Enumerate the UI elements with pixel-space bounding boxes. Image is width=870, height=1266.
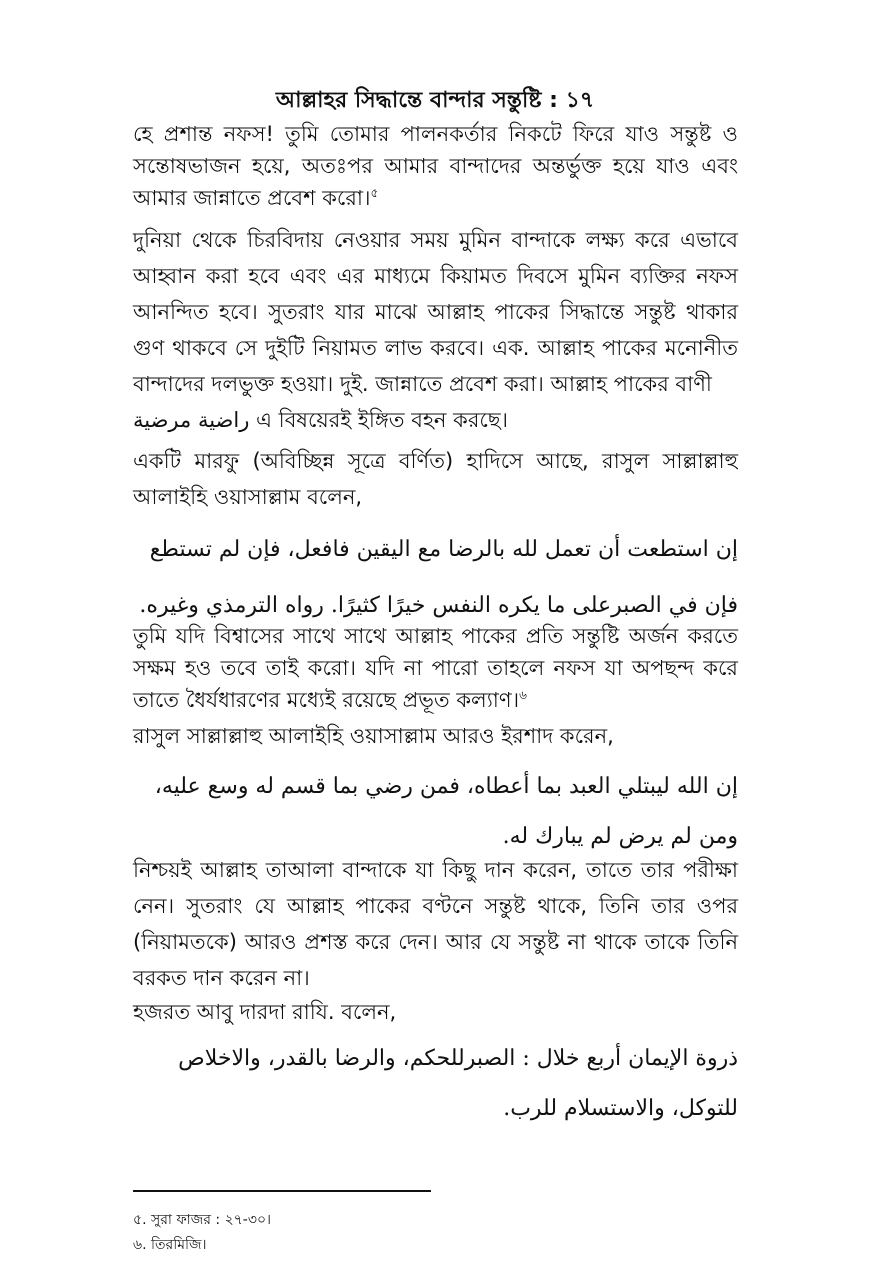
- footnote-separator: [133, 1190, 431, 1192]
- paragraph-quran-translation: [133, 118, 738, 214]
- paragraph-abu-darda-intro: হজরত আবু দারদা রাযি. বলেন,: [133, 1000, 397, 1024]
- arabic-saying: ذروة الإيمان أربع خلال : الصبرللحكم، والرضا بالقدر، والاخلاص للتوكل، والاستسلام للرب.: [178, 1046, 738, 1121]
- paragraph-hadith-intro: একটি মারফু (অবিচ্ছিন্ন সূত্রে বর্ণিত) হাদিসে আছে, রাসুল সাল্লাল্লাহু আলাইহি ওয়াসাল্লাম বলেন,: [133, 449, 738, 509]
- page-header: আল্লাহর সিদ্ধান্তে বান্দার সন্তুষ্টি : ১৭: [275, 88, 595, 113]
- paragraph-hadith2-translation: নিশ্চয়ই আল্লাহ তাআলা বান্দাকে যা কিছু দান করেন, তাতে তার পরীক্ষা নেন। সুতরাং যে আল্লাহ পাকের বণ্টনে সন্তুষ্ট থাকে, তিনি তার ওপর (নিয়ামতকে) আরও প্রশস্ত করে দেন। আর যে সন্তুষ্ট না থাকে তাকে তিনি বরকত দান করেন না।: [133, 858, 738, 990]
- paragraph-text: দুনিয়া থেকে চিরবিদায় নেওয়ার সময় মুমিন বান্দাকে লক্ষ্য করে এভাবে আহ্বান করা হবে এবং এর মাধ্যমে কিয়ামত দিবসে মুমিন ব্যক্তির নফস আনন্দিত হবে। সুতরাং যার মাঝে আল্লাহ পাকের সিদ্ধান্তে সন্তুষ্ট থাকার গুণ থাকবে সে দুইটি নিয়ামত লাভ করবে। এক. আল্লাহ পাকের মনোনীত বান্দাদের দলভুক্ত হওয়া। দুই. জান্নাতে প্রবেশ করা। আল্লাহ পাকের বাণী: [133, 228, 738, 396]
- footnote-5: ৫. সুরা ফাজর : ২৭-৩০।: [133, 1212, 272, 1228]
- arabic-hadith-1: إن استطعت أن تعمل لله بالرضا مع اليقين فافعل، فإن لم تستطع فإن في الصبرعلى ما يكره النفس خيرًا كثيرًا. رواه الترمذي وغيره.: [139, 537, 738, 618]
- footnote-ref-6[interactable]: ৬: [519, 688, 527, 702]
- paragraph-text: তুমি যদি বিশ্বাসের সাথে সাথে আল্লাহ পাকের প্রতি সন্তুষ্টি অর্জন করতে সক্ষম হও তবে তাই করো। যদি না পারো তাহলে নফস যা অপছন্দ করে তাতে ধৈর্যধারণের মধ্যেই রয়েছে প্রভূত কল্যাণ।: [133, 624, 738, 712]
- arabic-hadith-2: إن الله ليبتلي العبد بما أعطاه، فمن رضي بما قسم له وسع عليه، ومن لم يرض لم يبارك له.: [154, 774, 738, 849]
- paragraph-tail: এ বিষয়েরই ইঙ্গিত বহন করছে।: [256, 408, 509, 432]
- paragraph-explanation: [133, 222, 738, 438]
- footnote-ref-5[interactable]: ৫: [370, 186, 379, 200]
- paragraph-hadith-translation: [133, 620, 738, 716]
- arabic-inline-phrase: راضية مرضية: [133, 408, 250, 432]
- paragraph-irshad-intro: রাসুল সাল্লাল্লাহু আলাইহি ওয়াসাল্লাম আরও ইরশাদ করেন,: [133, 724, 614, 748]
- footnote-6: ৬. তিরমিজি।: [133, 1237, 207, 1253]
- paragraph-text: হে প্রশান্ত নফস! তুমি তোমার পালনকর্তার নিকটে ফিরে যাও সন্তুষ্ট ও সন্তোষভাজন হয়ে, অতঃপর আমার বান্দাদের অন্তর্ভুক্ত হয়ে যাও এবং আমার জান্নাতে প্রবেশ করো।: [133, 122, 738, 210]
